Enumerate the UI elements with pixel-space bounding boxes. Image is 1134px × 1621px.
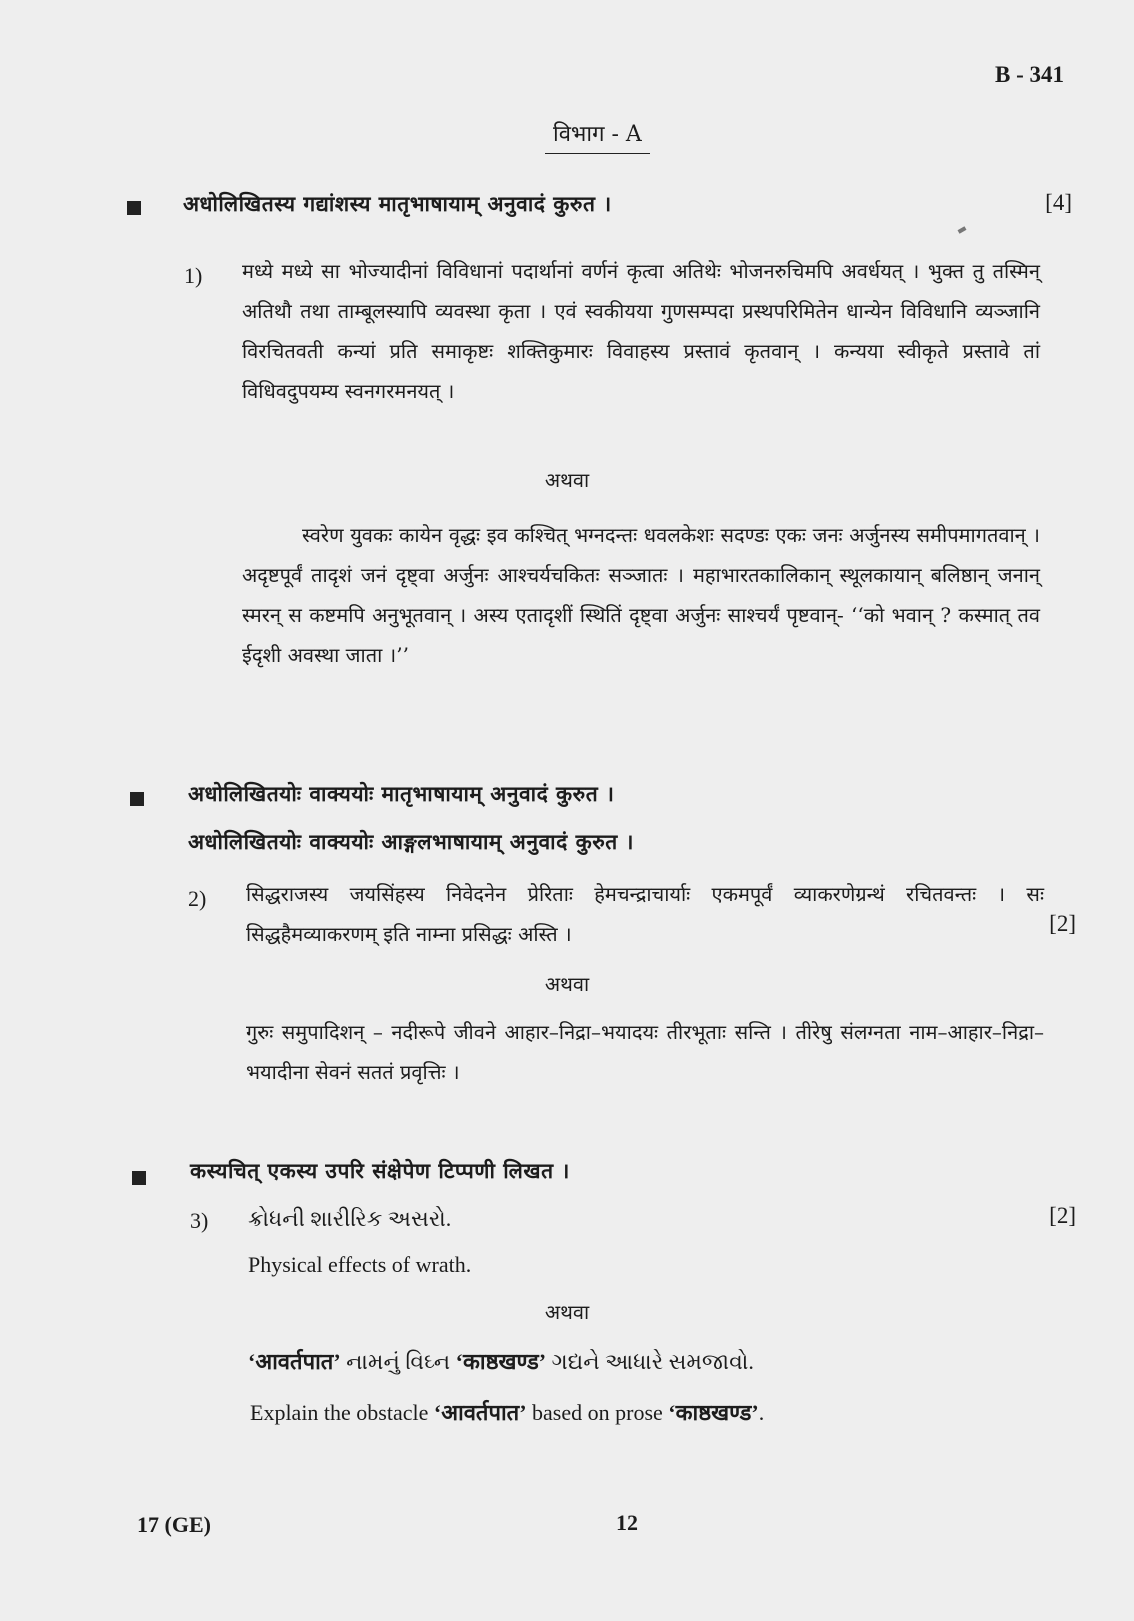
- q2-alt-passage: गुरुः समुपादिशन् – नदीरूपे जीवने आहार–निद्रा–भयादयः तीरभूताः सन्ति । तीरेषु संलग्नता नाम–आहार–निद्रा–भयादीना सेवनं सततं प्रवृत्तिः ।: [246, 1020, 1044, 1084]
- alt-gu-text-1: નામનું વિઘ્ન: [340, 1349, 456, 1374]
- q3-alt-english: [250, 1397, 764, 1427]
- q2-number: 2): [188, 886, 207, 911]
- page-number: 12: [616, 1510, 638, 1535]
- section-title: विभाग - A: [545, 118, 650, 154]
- q2-or-label: अथवा: [544, 972, 590, 996]
- bullet-icon: [127, 201, 141, 215]
- q1-marks: [4]: [1045, 190, 1072, 215]
- paper-code: B - 341: [995, 62, 1064, 87]
- q3-number: 3): [190, 1208, 209, 1233]
- term-avartapat: ‘आवर्तपात’: [248, 1349, 341, 1374]
- bullet-icon: [130, 792, 144, 806]
- stray-mark: [958, 226, 967, 233]
- alt-en-text-3: .: [758, 1400, 765, 1425]
- q3-instruction: कस्यचित् एकस्य उपरि संक्षेपेण टिप्पणी लिखत ।: [190, 1158, 570, 1183]
- q3-english: Physical effects of wrath.: [248, 1252, 472, 1277]
- q2-marks: [2]: [1049, 911, 1076, 936]
- footer-code: 17 (GE): [137, 1512, 211, 1537]
- term-kashthakhand: ‘काष्ठखण्ड’: [668, 1400, 759, 1425]
- q1-or-label: अथवा: [544, 468, 590, 492]
- term-kashthakhand: ‘काष्ठखण्ड’: [455, 1349, 547, 1374]
- q1-alt-passage: स्वरेण युवकः कायेन वृद्धः इव कश्चित् भग्नदन्तः धवलकेशः सदण्डः एकः जनः अर्जुनस्य समीपमागतवान् । अदृष्टपूर्वं तादृशं जनं दृष्ट्वा अर्जुनः आश्चर्यचकितः सञ्जातः । महाभारतकालिकान् स्थूलकायान् बलिष्ठान् जनान् स्मरन् स कष्टमपि अनुभूतवान् । अस्य एतादृशीं स्थितिं दृष्ट्वा अर्जुनः साश्चर्यं पृष्टवान्- ‘‘को भवान् ? कस्मात् तव ईदृशी अवस्था जाता ।’’: [242, 523, 1040, 667]
- q1-number: 1): [184, 263, 203, 288]
- q2-passage: सिद्धराजस्य जयसिंहस्य निवेदनेन प्रेरिताः हेमचन्द्राचार्याः एकमपूर्वं व्याकरणेग्रन्थं रचितवन्तः । सः सिद्धहैमव्याकरणम् इति नाम्ना प्रसिद्धः अस्ति ।: [246, 882, 1044, 946]
- term-avartapat: ‘आवर्तपात’: [433, 1400, 527, 1425]
- q1-instruction: अधोलिखितस्य गद्यांशस्य मातृभाषायाम् अनुवादं कुरुत ।: [183, 191, 612, 216]
- alt-gu-text-2: ગદ્યને આધારે સમજાવો.: [546, 1349, 754, 1374]
- q1-passage: मध्ये मध्ये सा भोज्यादीनां विविधानां पदार्थानां वर्णनं कृत्वा अतिथेः भोजनरुचिमपि अवर्धयत् । भुक्त तु तस्मिन् अतिथौ तथा ताम्बूलस्यापि व्यवस्था कृता । एवं स्वकीयया गुणसम्पदा प्रस्थपरिमितेन धान्येन विविधानि व्यञ्जानि विरचितवती कन्यां प्रति समाकृष्टः शक्तिकुमारः विवाहस्य प्रस्तावं कृतवान् । कन्यया स्वीकृते प्रस्तावे तां विधिवदुपयम्य स्वनगरमनयत् ।: [242, 259, 1040, 403]
- q3-or-label: अथवा: [544, 1300, 590, 1324]
- q3-gujarati: ક્રોધની શારીરિક અસરો.: [248, 1206, 452, 1231]
- q3-marks: [2]: [1049, 1203, 1076, 1228]
- q2-instruction-2: अधोलिखितयोः वाक्ययोः आङ्गलभाषायाम् अनुवादं कुरुत ।: [188, 829, 634, 854]
- bullet-icon: [132, 1171, 146, 1185]
- alt-en-text-1: Explain the obstacle: [250, 1400, 434, 1425]
- q2-instruction-1: अधोलिखितयोः वाक्ययोः मातृभाषायाम् अनुवादं कुरुत ।: [188, 781, 615, 806]
- alt-en-text-2: based on prose: [526, 1400, 669, 1425]
- q3-alt-gujarati: [248, 1346, 754, 1376]
